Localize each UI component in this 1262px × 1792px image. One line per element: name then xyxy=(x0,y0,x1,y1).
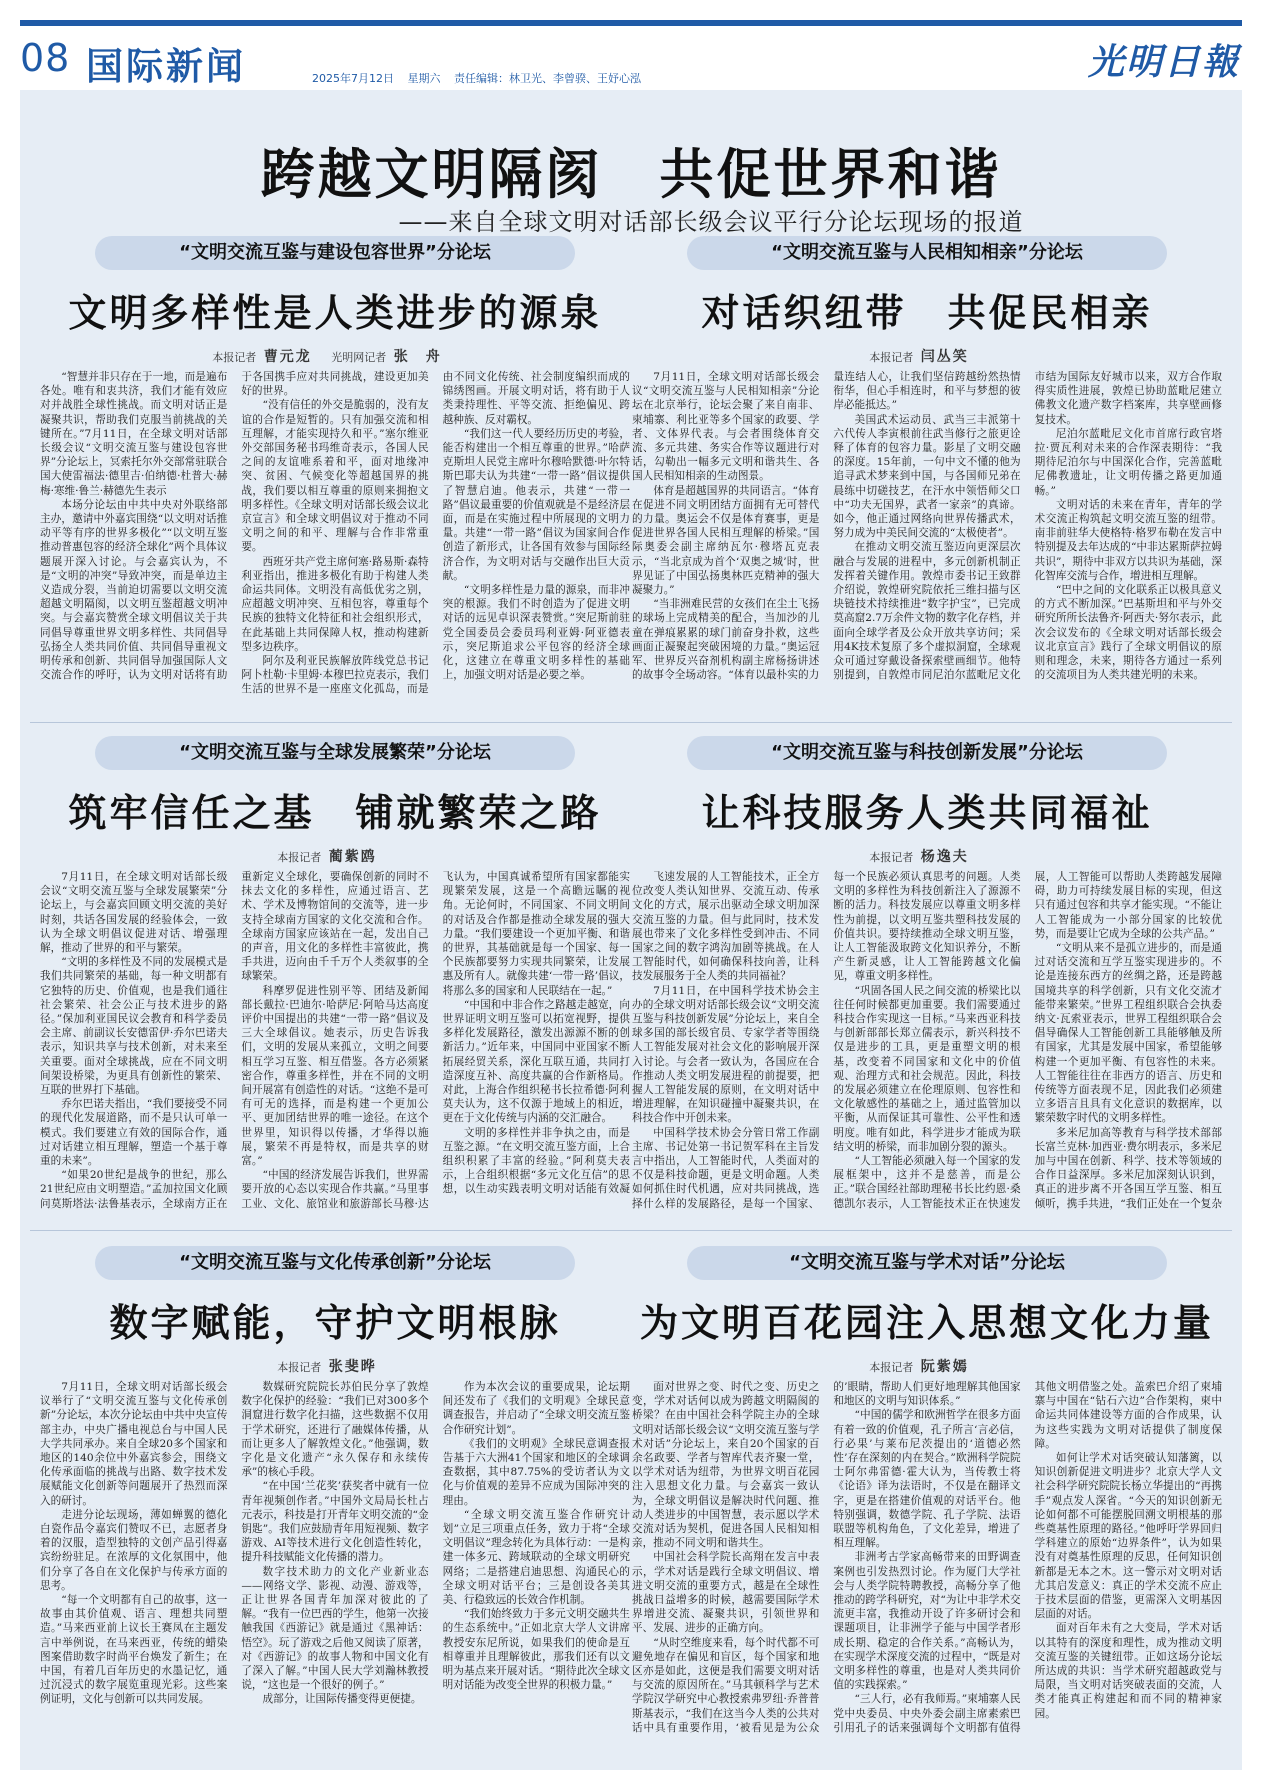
paragraph: 走进分论坛现场，薄如蝉翼的德化白瓷作品令嘉宾们赞叹不已，志愿者身着的汉服，造型独特的文创产品引得嘉宾纷纷驻足。在浓厚的文化氛围中，他们分享了各自在文化保护与传承方面的思考。 xyxy=(40,1508,228,1592)
article-global-prosperity xyxy=(40,736,630,1218)
reporter-name: 张斐晔 xyxy=(328,1359,377,1375)
article-title: 对话织纽带 共促民相亲 xyxy=(701,290,1153,335)
article-inclusive-world xyxy=(40,236,630,711)
forum-label: “文明交流互鉴与人民相知相亲”分论坛 xyxy=(687,236,1167,270)
reporter-name: 闫丛笑 xyxy=(920,349,969,365)
page-number: 08 xyxy=(20,36,71,80)
article-title: 筑牢信任之基 铺就繁荣之路 xyxy=(68,790,602,835)
byline-label: 本报记者 xyxy=(277,1361,322,1374)
paragraph: 多米尼加高等教育与科学技术部部长富兰克林·加西亚·费尔明表示，多米尼加与中国在创新、科学、技术等领域的合作日益深厚。多米尼加深刻认识到，真正的进步离不开各国互学互鉴、相互倾听，携手共进，“我们正处在一个复杂 xyxy=(1034,1126,1222,1210)
article-title: 数字赋能，守护文明根脉 xyxy=(109,1300,561,1345)
paragraph: 数字技术助力的文化产业新业态——网络文学、影视、动漫、游戏等，正让世界各国青年加深对彼此的了解。“我有一位巴西的学生，他第一次接触我国《西游记》就是通过《黑神话：悟空》。玩了游戏之后他又阅读了原著，对《西游记》的故事人物和中国文化有了深入了解。”中国人民大学刘瀚林教授说，“这也是一个很好的例子。” xyxy=(241,1565,429,1692)
paragraph: 数媒研究院院长苏伯民分享了敦煌数字化保护的经验：“我们已对300多个洞窟进行数字化扫描，这些数据不仅用于学术研究，还进行了融媒体传播，从而让更多人了解敦煌文化。”他强调，数字化是文化遗产“永久保存和永续传承”的核心手段。 xyxy=(241,1381,429,1479)
byline xyxy=(632,346,1222,366)
forum-label: “文明交流互鉴与文化传承创新”分论坛 xyxy=(95,1246,575,1280)
paragraph: 7月11日，在全球文明对话部长级会议“文明交流互鉴与全球发展繁荣”分论坛上，与会嘉宾回顾文明交流的美好时刻，共话各国发展的经验体会，一致认为全球文明倡议促进对话、增强理解，推动了世界的和平与繁荣。 xyxy=(40,871,228,955)
paragraph: 成部分，让国际传播变得更便捷。 xyxy=(262,1693,422,1706)
byline-label: 本报记者 xyxy=(869,851,914,864)
byline xyxy=(40,346,630,366)
paragraph: “全球文明交流互鉴合作研究计划”立足三项重点任务，致力于将“全球文明倡议”理念转化为具体行动：一是构建一体多元、跨域联动的全球文明研究网络；二是搭建启迪思想、沟通民心的全球文明对话平台；三是创设各美其美、行稳致远的长效合作机制。 xyxy=(442,1508,630,1607)
paragraph: 面对世界之变、时代之变、历史之变，学术对话何以成为跨越文明隔阂的桥梁？在由中国社会科学院主办的全球文明对话部长级会议“文明交流互鉴与学术对话”分论坛上，来自20个国家的百余名政要、学者与智库代表齐聚一堂，以学术对话为纽带，为世界文明百花园注入思想文化力量。与会嘉宾一致认为，全球文明倡议是解决时代问题、推动人类进步的中国智慧，表示愿以学术交流对话为契机，促进各国人民相知相亲，推动不同文明和谐共生。 xyxy=(632,1381,820,1550)
byline-label: 本报记者 xyxy=(869,1361,914,1374)
article-cultural-heritage xyxy=(40,1246,630,1766)
paragraph: 西班牙共产党主席何塞·路易斯·森特利亚指出，推进多极化有助于构建人类命运共同体。文明没有高低优劣之别，应超越文明冲突、互相包容，尊重每个民族的独特文化特征和社会组织形式，在此基础上共同保障人权，推动构建新型多边秩序。 xyxy=(241,555,429,653)
reporter-name: 张 舟 xyxy=(393,349,442,365)
paragraph: “我们始终致力于多元文明交融共生的生态系统中。”正如北京大学人文讲席教授安东尼所说，如果我们的使命是互相尊重并且理解彼此，那我们还有以文明为基点来开展对话。“期待此次全球文明对话能为改变全世界的积极力量。” xyxy=(442,1608,630,1692)
article-title: 让科技服务人类共同福祉 xyxy=(701,790,1153,835)
article-tech-innovation xyxy=(632,736,1222,1218)
masthead xyxy=(20,30,1242,88)
paragraph: 文明对话的未来在青年，青年的学术交流正构筑起文明交流互鉴的纽带。南非前驻华大使格特·格罗布勒在发言中特别提及去年达成的“中非达累斯萨拉姆共识”，期待中非双方以共识为基础，深化智库交流与合作，增进相互理解。 xyxy=(1034,498,1222,582)
byline-label: 本报记者 xyxy=(212,351,257,364)
section-divider xyxy=(30,1230,1232,1231)
paragraph: 体育是超越国界的共同语言。“体育在促进不同文明团结方面拥有无可替代的力量。奥运会不仅是体育赛事，更是促进世界各国人民相互理解的桥梁。”国际奥委会副主席纳瓦尔·穆塔瓦克表示，“当北京成为首个‘双奥之城’时，世界见证了中国弘扬奥林匹克精神的强大凝聚力。” xyxy=(632,484,820,597)
article-body xyxy=(632,1380,1222,1760)
paragraph: “中国和中非合作之路越走越宽，向世界证明文明互鉴可以拓宽视野，提供多样化发展路径，激发出源源不断的创新活力。”近年来，中国同中亚国家不断拓展经贸关系，深化互联互通，共同打造深度互补、高度共赢的合作新格局。对此，上海合作组织秘书长拉希德·阿利莫夫认为，这不仅源于地域上的相近，更在于文化传统与内涵的交汇融合。 xyxy=(442,998,630,1125)
paragraph: “三人行，必有我师焉。”柬埔寨人民党中央委员、中央外委会副主席素索巴引用孔子的话来强调每个文明都有值得其他文明借鉴之处。盖索巴介绍了柬埔寨与中国在“钻石六边”合作架构，柬中命运共同体建设等方面的合作成果，认为这些实践为文明对话提供了制度保障。 xyxy=(833,1381,1222,1734)
article-body xyxy=(40,1380,630,1760)
paragraph: “每一个文明都有自己的故事，这一故事由其价值观、语言、理想共同塑造。”马来西亚前上议长王赛凤在主题发言中举例说，在马来西亚，传统的蜡染图案借助数字时尚平台焕发了新生；在中国，有着几百年历史的水墨记忆，通过沉浸式的数字展览重现光彩。这些案例证明，文化与创新可以共同发展。 xyxy=(40,1594,228,1706)
article-body xyxy=(632,870,1222,1216)
paragraph: 非洲考古学家高畅带来的田野调查案例也引发热烈讨论。作为厦门大学社会与人类学院特聘教授，高畅分享了他推动的跨学科研究，对“为让中非学术交流更丰富，我推动开设了许多研讨会和课题项目，让非洲学子能与中国学者形成长期、稳定的合作关系。”高畅认为，在实现学术深度交流的过程中，“既是对文明多样性的尊重，也是对人类共同价值的实践探索。” xyxy=(833,1551,1021,1692)
article-title: 文明多样性是人类进步的源泉 xyxy=(68,290,602,335)
newspaper-logo: 光明日報 xyxy=(1087,41,1240,83)
paragraph: 作为本次会议的重要成果，论坛期间还发布了《我们的文明观》全球民意调查报告，并启动了“全球文明交流互鉴合作研究计划”。 xyxy=(442,1381,630,1436)
feature-subheadline: ——来自全球文明对话部长级会议平行分论坛现场的报道 xyxy=(398,208,1024,236)
paragraph: 面对百年未有之大变局，学术对话以其特有的深度和理性，成为推动文明交流互鉴的关键纽带。正如这场分论坛所达成的共识：当学术研究超越政党与局限，当文明对话突破表面的交流，人类才能真正构建起和而不同的精神家园。 xyxy=(1034,1622,1222,1720)
feature-headline: 跨越文明隔阂 共促世界和谐 xyxy=(260,142,1002,206)
paragraph: “智慧并非只存在于一地，而是遍布各处。唯有和衷共济，我们才能有效应对并战胜全球性挑战。而文明对话正是凝聚共识，帮助我们克服当前挑战的关键所在。”7月11日，在全球文明对话部长级会议“文明交流互鉴与建设包容世界”分论坛上，冥索托尔外交部常驻联合国大使雷福法·德里吉·伯纳德·杜普大·赫梅·寒维·鲁兰·赫德先生表示 xyxy=(40,371,228,497)
paragraph: 科摩罗促进性别平等、团结及新闻部长戴拉·巴迪尔·哈萨尼·阿哈马达高度评价中国提出的共建“一带一路”倡议及三大全球倡议。她表示，历史告诉我们，文明的发展从来孤立，文明之间要相互学习互鉴、相互借鉴。各方必须紧密合作，尊重多样性，并在不同的文明间开展富有创造性的对话。“这绝不是可有可无的选择，而是构建一个更加公平、更加团结世界的唯一途径。在这个世界里，知识得以传播，才华得以施展，繁荣不再是特权，而是共享的财富。” xyxy=(241,984,429,1168)
byline-label: 光明网记者 xyxy=(331,351,387,364)
issue-date: 2025年7月12日 xyxy=(312,72,394,85)
paragraph: 7月11日，在中国科学技术协会主办的全球文明对话部长级会议“文明交流互鉴与科技创新发展”分论坛上，来自全球多国的部长级官员、专家学者等围绕人工智能发展对社会文化的影响展开深入讨论。与会者一致认为，各国应在合作推动人类文明发展进程的前提要，把握人工智能发展的原则，在文明对话中增进理解，在知识碰撞中凝聚共识，在科技合作中开创未来。 xyxy=(632,984,820,1125)
paragraph: “中国的经济发展告诉我们，世界需要开放的心态以实现合作共赢。”马里事工业、文化、旅馆业和旅游部长马穆·达飞认为，中国真诚希望所有国家都能实现繁荣发展，这是一个高瞻远瞩的视角。无论何时，不同国家、不同文明间的对话及合作都是推动全球发展的强大力量。“我们要建设一个更加平衡、和谐的世界，其基础就是每一个国家、每一个民族都要努力实现共同繁荣，让发展惠及所有人。就像共建‘一带一路’倡议，将那么多的国家和人民联结在一起。” xyxy=(241,871,630,1210)
paragraph: “我们这一代人要经历历史的考验，能否构建出一个相互尊重的世界。”哈萨克斯坦人民党主席叶尔穆哈默德·叶尔特斯巴耶夫认为共建“一带一路”倡议提供了智慧启迪。他表示，共建“一带一路”倡议最重要的价值观就是不是经济层面，而是在实施过程中所展现的文明力量。共建“一带一路”倡议为国家间合作创造了新形式，让各国有效参与国际经济合作，为文明对话与交融作出巨大贡献。 xyxy=(442,427,630,582)
paragraph: 飞速发展的人工智能技术，正全方位改变人类认知世界、交流互动、传承文化的方式，展示出驱动全球文明加深交流互鉴的力量。但与此同时，技术发展也带来了文化多样性受到冲击、不同国家之间的数字鸿沟加剧等挑战。在人工智能时代，如何确保科技向善，让科技发展服务于全人类的共同福祉？ xyxy=(632,871,820,983)
paragraph: “如果20世纪是战争的世纪，那么21世纪应由文明塑造。”孟加拉国文化顾问莫斯塔法·法鲁基表示，全球南方正在重新定义全球化，要确保创新的同时不抹去文化的多样性，应通过语言、艺术、学术及博物馆间的交流等，进一步支持全球南方国家的文化交流和合作。全球南方国家应该站在一起，发出自己的声音，用文化的多样性丰富彼此，携手共进，迈向由千千万个人类叙事的全球繁荣。 xyxy=(40,871,429,1210)
paragraph: 文明的多样性并非争执之由，而是互鉴之源。“在文明交流互鉴方面，上合组织积累了丰富的经验。”阿利莫夫表示，上合组织根据“多元文化互信”的思想，以生动实践表明文明对话能有效凝 xyxy=(442,1126,630,1196)
article-people-to-people xyxy=(632,236,1222,711)
article-body xyxy=(632,370,1222,708)
paragraph: 《我们的文明观》全球民意调查报告基于六大洲41个国家和地区的全球调查数据，其中87.75%的受访者认为文化与价值观的差异不应成为国际冲突的理由。 xyxy=(442,1437,630,1507)
byline-label: 本报记者 xyxy=(869,351,914,364)
editors-credit: 责任编辑：林卫光、李曾骙、王妤心泓 xyxy=(454,72,641,85)
paragraph: 阿尔及利亚民族解放阵线党总书记阿卜杜勒·卡里姆·本穆巴拉克表示，我们生活的世界不是一座座文化孤岛，而是由不同文化传统、社会制度编织而成的锦绣图画。开展文明对话，将有助于人类秉持理性、平等交流、拒绝偏见、跨越种族、反对霸权。 xyxy=(241,371,630,696)
section-title: 国际新闻 xyxy=(86,45,246,88)
paragraph: “中国的儒学和欧洲哲学在很多方面有着一致的价值观，孔子所言‘言必信，行必果’与莱布尼茨提出的‘道德必然性’存在深刻的内在契合。”欧洲科学院院士阿尔弗雷德·霍大认为，当传教士将《论语》译为法语时，不仅是在翻译文字，更是在搭建价值观的对话平台。他特别强调，数德学院、孔子学院、法语联盟等机构角色，了文化差异，增进了相互理解。 xyxy=(833,1409,1021,1550)
paragraph: 本场分论坛由中共中央对外联络部主办，邀请中外嘉宾围绕“以文明对话推动平等有序的世界多极化”“以文明互鉴推动普惠包容的经济全球化”两个具体议题展开深入讨论。与会嘉宾认为，不是“文明的冲突”导致冲突，而是单边主义造成分裂，当前迫切需要以文明交流超越文明隔阂，以文明互鉴超越文明冲突。与会嘉宾赞赏全球文明倡议关于共同倡导尊重世界文明多样性、共同倡导弘扬全人类共同价值、共同倡导重视文明传承和创新、共同倡导加强国际人文交流合作的呼吁，认为文明对话将有助于各国携手应对共同挑战，建设更加美好的世界。 xyxy=(40,371,429,682)
paragraph: “当非洲难民营的女孩们在尘土飞扬的球场上完成精美的配合，当加沙的儿童在弹痕累累的球门前奋身扑救，这些画面正凝聚起突破困境的力量。”奥运冠军、世界反兴奋剂机构副主席杨扬讲述的故事令全场动容。“体育以最朴实的力量连结人心，让我们坚信跨越纷然热情衔华，但心手相连时，和平与梦想的彼岸必能抵达。” xyxy=(632,371,1021,682)
section-divider xyxy=(30,722,1232,723)
paragraph: 7月11日，全球文明对话部长级会议“文明交流互鉴与人民相知相亲”分论坛在北京举行，论坛会聚了来自南非、柬埔寨、利比亚等多个国家的政要、学者、文体界代表。与会者围绕体育交流、多元共建、务实合作等议题进行对话，勾勒出一幅多元文明和谐共生、各国人民相知相亲的生动图景。 xyxy=(632,371,820,483)
paragraph: 美国武术运动员、武当三丰派第十六代传人李寅根前往武当修行之旅更诠释了体育的包容力量。影星了文明交融的深度。15年前，一句中文不懂的他为追寻武术梦来到中国，与各国师兄弟在晨练中切磋技艺，在汗水中领悟师父口中“功夫无国界，武者一家亲”的真谛。如今，他正通过网络向世界传播武术，努力成为中美民间交流的“太极使者”。 xyxy=(833,413,1021,540)
paragraph: 如何让学术对话突破认知藩篱，以知识创新促进文明进步？北京大学人文社会科学研究院院长杨立华提出的“再携手”观点发人深省。“今天的知识创新无论如何都不可能摆脱回溯文明根基的那些奠基性原理的路径。”他呼吁学界回归学科建立的原始“边界条件”，认为如果没有对奠基性原理的反思，任何知识创新都是无本之木。这一警示对文明对话尤其启发意义：真正的学术交流不应止于技术层面的借鉴，更需深入文明基因层面的对话。 xyxy=(1034,1452,1222,1621)
paragraph: 尼泊尔蓝毗尼文化市首席行政官塔拉·贾瓦利对未来的合作深表期待：“我期待尼泊尔与中国深化合作，完善蓝毗尼佛教遗址，让文明传播之路更加通畅。” xyxy=(1034,427,1222,497)
forum-label: “文明交流互鉴与科技创新发展”分论坛 xyxy=(687,736,1167,770)
paragraph: “没有信任的外交是脆弱的，没有友谊的合作是短暂的。只有加强交流和相互理解，才能实现持久和平。”塞尔维亚外交部国务秘书玛维奇表示，各国人民之间的友谊唯系着和平，面对地缘冲突、贫困、气候变化等超越国界的挑战，我们要以相互尊重的原则来拥抱文明多样性。《全球文明对话部长级会议北京宣言》和全球文明倡议对于推动不同文明之间的和平、理解与合作非常重要。 xyxy=(241,399,429,554)
byline xyxy=(632,846,1222,866)
paragraph: “巩固各国人民之间交流的桥梁比以往任何时候都更加重要。我们需要通过科技合作实现这一目标。”马来西亚科技与创新部部长郑立儒表示，新兴科技不仅是进步的工具，更是重塑文明的根基，改变着不同国家和文化中的价值观、治理方式和社会规范。因此，科技的发展必须建立在伦理原则、包容性和文化敏感性的基础之上，通过监管加以平衡，从而保证其可靠性、公平性和透明度。唯有如此，科学进步才能成为联结文明的桥梁，而非加剧分裂的源头。 xyxy=(833,984,1021,1153)
article-body xyxy=(40,370,630,708)
paragraph: “巴中之间的文化联系正以极具意义的方式不断加深。”巴基斯坦和平与外交研究所所长法鲁齐·阿西夫·努尔表示，此次会议发布的《全球文明对话部长级会议北京宣言》践行了全球文明倡议的原则和理念，未来，期待各方通过一系列的交流项目为人类共建光明的未来。 xyxy=(1034,584,1222,682)
paragraph: 乔尔巴诺夫指出，“我们要接受不同的现代化发展道路，而不是只认可单一模式。我们要建立有效的国际合作，通过对话建立相互理解，塑造一个基于尊重的未来”。 xyxy=(40,1098,228,1168)
article-title: 为文明百花园注入思想文化力量 xyxy=(639,1300,1214,1345)
reporter-name: 杨逸夫 xyxy=(920,849,969,865)
paragraph: “文明的多样性及不同的发展模式是我们共同繁荣的基础，每一种文明都有它独特的历史、价值观，也是我们通往社会繁荣、社会公正与技术进步的路径。”保加利亚国民议会教育和科学委员会主席、前副议长安德雷伊·乔尔巴诺夫表示，知识共享与技术创新，对未来至关重要。面对全球挑战，应在不同文明间架设桥梁，为更具有创新性的繁荣、互联的世界打下基础。 xyxy=(40,956,228,1097)
issue-info xyxy=(312,70,651,86)
reporter-name: 阮紫嫣 xyxy=(920,1359,969,1375)
byline xyxy=(632,1356,1222,1376)
paragraph: 中国科学技术协会分管日常工作副主席、书记处第一书记贺军科在主旨发言中指出，人工智能时代，人类面对的不仅是科技命题，更是文明命题。人类如何抓住时代机遇，应对共同挑战，选择什么样的发展路径，是每一个国家、每一个民族必须认真思考的问题。人类文明的多样性为科技创新注入了源源不断的活力。科技发展应以尊重文明多样性为前提，以文明互鉴共塑科技发展的价值共识。要持续推动全球文明互鉴，让人工智能汲取跨文化知识养分，不断产生新灵感，让人工智能跨越文化偏见，尊重文明多样性。 xyxy=(632,871,1021,1210)
byline-label: 本报记者 xyxy=(277,851,322,864)
paragraph: 中国社会科学院长高翔在发言中表示，学术对话是践行全球文明倡议、增进文明交流的重要方式，越是在全球性挑战日益增多的时候，越需要国际学术界增进交流、凝聚共识，引领世界和平、发展、进步的正确方向。 xyxy=(632,1551,820,1635)
reporter-name: 蔺紫鸥 xyxy=(328,849,377,865)
forum-label: “文明交流互鉴与学术对话”分论坛 xyxy=(687,1246,1167,1280)
paragraph: “从时空维度来看，每个时代都不可避免地存在偏见和盲区，每个国家和地区亦是如此，这便是我们需要文明对话与交流的原因所在。”马其顿科学与艺术学院汉学研究中心教授索弗罗纽·乔普普斯基表示，“我们在这当今人类的公共对话中具有重要作用，‘被看见是为公众的’眼睛，帮助人们更好地理解其他国家和地区的文明与知识体系。” xyxy=(632,1381,1021,1734)
reporter-name: 曹元龙 xyxy=(263,349,312,365)
paragraph: “人工智能必须融入每一个国家的发展框架中，这并不是慈善，而是公正。”联合国经社部助理秘书长比约恩·桑德凯尔表示，人工智能技术正在快速发展，人工智能可以帮助人类跨越发展障碍，助力可持续发展目标的实现，但这只有通过包容和共享才能实现。“不能让人工智能成为一小部分国家的比较优势，而是要让它成为全球的公共产品。” xyxy=(833,871,1222,1210)
paragraph: “在中国‘兰花奖’获奖者中就有一位青年视频创作者。”中国外文局局长杜占元表示，科技是打开青年文明交流的“金钥匙”。我们应鼓励青年用短视频、数字游戏、AI等技术进行文化创造性转化，提升科技赋能文化传播的潜力。 xyxy=(241,1480,429,1564)
top-rule xyxy=(20,20,1242,26)
feature-panel xyxy=(20,90,1242,1770)
paragraph: “文明多样性是力量的源泉，而非冲突的根源。我们不时创造为了促进文明对话的远见卓识深表赞赏。”突尼斯前驻党全国委员会委员玛利亚姆·阿亚德表示，突尼斯追求公平包容的经济全球化，这建立在尊重文明多样性的基础上，加强文明对话是必要之举。 xyxy=(442,584,630,682)
article-body xyxy=(40,870,630,1216)
byline xyxy=(40,1356,630,1376)
forum-label: “文明交流互鉴与建设包容世界”分论坛 xyxy=(95,236,575,270)
byline xyxy=(40,846,630,866)
paragraph: 在推动文明交流互鉴迈向更深层次融合与发展的进程中，多元创新机制正发挥着关键作用。敦煌市委书记王致群介绍说，敦煌研究院依托三维扫描与区块链技术持续推进“数字护宝”，已完成莫高窟2.7万余件文物的数字化存档，并面向全球学者及公众开放共享访问；采用4K技术复原了多个虚拟洞窟，全球观众可通过穿戴设备探索壁画细节。他特别提到，自敦煌市同尼泊尔蓝毗尼文化市结为国际友好城市以来，双方合作取得实质性进展，敦煌已协助蓝毗尼建立佛教文化遗产数字档案库，共享壁画修复技术。 xyxy=(833,371,1222,682)
paragraph: “文明从来不是孤立进步的，而是通过对话交流和互学互鉴实现进步的。不论是连接东西方的丝绸之路，还是跨越国境共享的科学创新，只有文化交流才能带来繁荣。”世界工程组织联合会执委纳文·瓦索亚表示，世界工程组织联合会倡导确保人工智能创新工具能够触及所有国家，尤其是发展中国家，希望能够构建一个更加平衡、有包容性的未来。人工智能往往在非西方的语言、历史和传统等方面表现不足，因此我们必须建立多语言且具有文化意识的数据库，以繁荣数字时代的文明多样性。 xyxy=(1034,942,1222,1125)
issue-weekday: 星期六 xyxy=(407,72,441,85)
forum-label: “文明交流互鉴与全球发展繁荣”分论坛 xyxy=(95,736,575,770)
article-academic-dialogue xyxy=(632,1246,1222,1766)
paragraph: 7月11日，全球文明对话部长级会议举行了“文明交流互鉴与文化传承创新”分论坛，本次分论坛由中共中央宣传部主办，中央广播电视总台与中国人民大学共同承办。来自全球20多个国家和地区的140余位中外嘉宾参会，围绕文化传承面临的挑战与出路、数字技术发展赋能文化创新等问题展开了热烈而深入的研讨。 xyxy=(40,1381,228,1507)
